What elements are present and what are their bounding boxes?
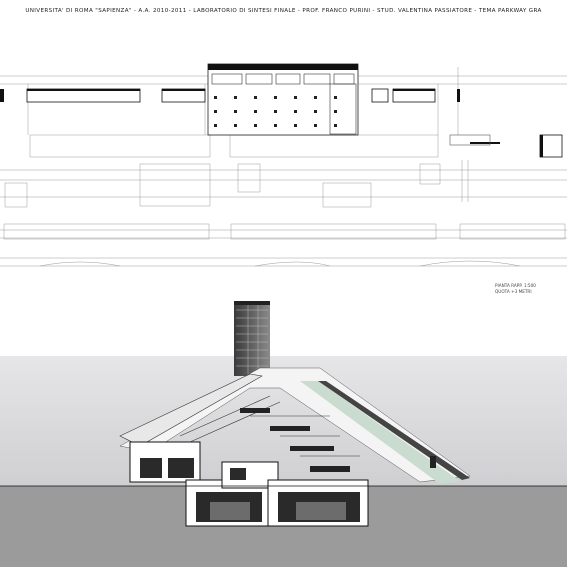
- plan-scale-caption: [495, 283, 536, 295]
- perspective-section-render: [0, 296, 567, 567]
- sheet-title: UNIVERSITA' DI ROMA "SAPIENZA" - A.A. 2010-2011 - LABORATORIO DI SINTESI FINALE - PROF. FRANCO PURINI - STUD. VALENTINA PASSIATORE - TEMA PARKWAY GRA: [25, 8, 542, 14]
- tower: [234, 301, 270, 376]
- central-station-block: [208, 64, 358, 135]
- plan-scale-line1: PIANTA RAPP. 1:500: [495, 283, 536, 288]
- plan-scale-line2: QUOTA +3 METRI: [495, 289, 532, 294]
- floor-plan-drawing: [0, 52, 567, 282]
